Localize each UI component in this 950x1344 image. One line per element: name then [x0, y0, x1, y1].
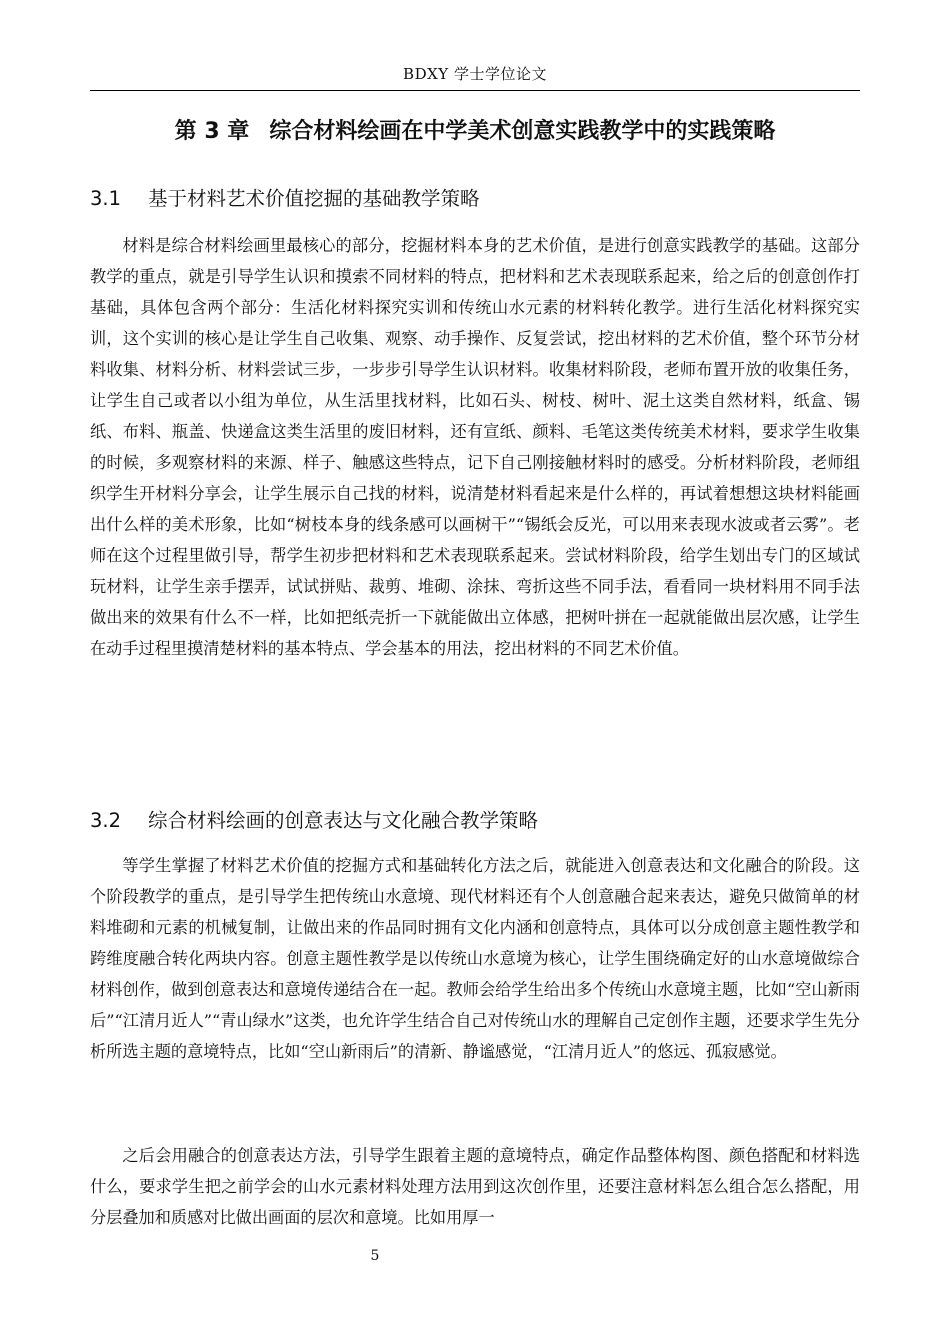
section-title: 综合材料绘画的创意表达与文化融合教学策略	[148, 809, 539, 832]
section-heading-3-2	[90, 806, 860, 836]
chapter-title-text: 综合材料绘画在中学美术创意实践教学中的实践策略	[269, 119, 776, 144]
section-number: 3.1	[90, 187, 122, 210]
section-number: 3.2	[90, 809, 122, 832]
chapter-label: 第 3 章	[174, 119, 250, 144]
body-paragraph: 材料是综合材料绘画里最核心的部分，挖掘材料本身的艺术价值，是进行创意实践教学的基础。这部分教学的重点，就是引导学生认识和摸索不同材料的特点，把材料和艺术表现联系起来，给之后的创意创作打基础，具体包含两个部分：生活化材料探究实训和传统山水元素的材料转化教学。进行生活化材料探究实训，这个实训的核心是让学生自己收集、观察、动手操作、反复尝试，挖出材料的艺术价值，整个环节分材料收集、材料分析、材料尝试三步，一步步引导学生认识材料。收集材料阶段，老师布置开放的收集任务，让学生自己或者以小组为单位，从生活里找材料，比如石头、树枝、树叶、泥土这类自然材料，纸盒、锡纸、布料、瓶盖、快递盒这类生活里的废旧材料，还有宣纸、颜料、毛笔这类传统美术材料，要求学生收集的时候，多观察材料的来源、样子、触感这些特点，记下自己刚接触材料时的感受。分析材料阶段，老师组织学生开材料分享会，让学生展示自己找的材料，说清楚材料看起来是什么样的，再试着想想这块材料能画出什么样的美术形象，比如“树枝本身的线条感可以画树干”“锡纸会反光，可以用来表现水波或者云雾”。老师在这个过程里做引导，帮学生初步把材料和艺术表现联系起来。尝试材料阶段，给学生划出专门的区域试玩材料，让学生亲手摆弄，试试拼贴、裁剪、堆砌、涂抹、弯折这些不同手法，看看同一块材料用不同手法做出来的效果有什么不一样，比如把纸壳折一下就能做出立体感，把树叶拼在一起就能做出层次感，让学生在动手过程里摸清楚材料的基本特点、学会基本的用法，挖出材料的不同艺术价值。	[90, 236, 860, 658]
section-title: 基于材料艺术价值挖掘的基础教学策略	[148, 187, 480, 210]
header-rule	[90, 90, 860, 91]
chapter-title	[90, 116, 860, 148]
body-paragraph: 之后会用融合的创意表达方法，引导学生跟着主题的意境特点，确定作品整体构图、颜色搭配和材料选什么，要求学生把之前学会的山水元素材料处理方法用到这次创作里，还要注意材料怎么组合怎么搭配，用分层叠加和质感对比做出画面的层次和意境。比如用厚一	[90, 1146, 860, 1227]
section-heading-3-1	[90, 184, 860, 214]
body-paragraph: 等学生掌握了材料艺术价值的挖掘方式和基础转化方法之后，就能进入创意表达和文化融合的阶段。这个阶段教学的重点，是引导学生把传统山水意境、现代材料还有个人创意融合起来表达，避免只做简单的材料堆砌和元素的机械复制，让做出来的作品同时拥有文化内涵和创意特点，具体可以分成创意主题性教学和跨维度融合转化两块内容。创意主题性教学是以传统山水意境为核心，让学生围绕确定好的山水意境做综合材料创作，做到创意表达和意境传递结合在一起。教师会给学生给出多个传统山水意境主题，比如“空山新雨后”“江清月近人”“青山绿水”这类，也允许学生结合自己对传统山水的理解自己定创作主题，还要求学生先分析所选主题的意境特点，比如“空山新雨后”的清新、静谧感觉，“江清月近人”的悠远、孤寂感觉。	[90, 856, 860, 1061]
running-header: BDXY 学士学位论文	[403, 65, 547, 83]
page-number: 5	[370, 1248, 380, 1264]
